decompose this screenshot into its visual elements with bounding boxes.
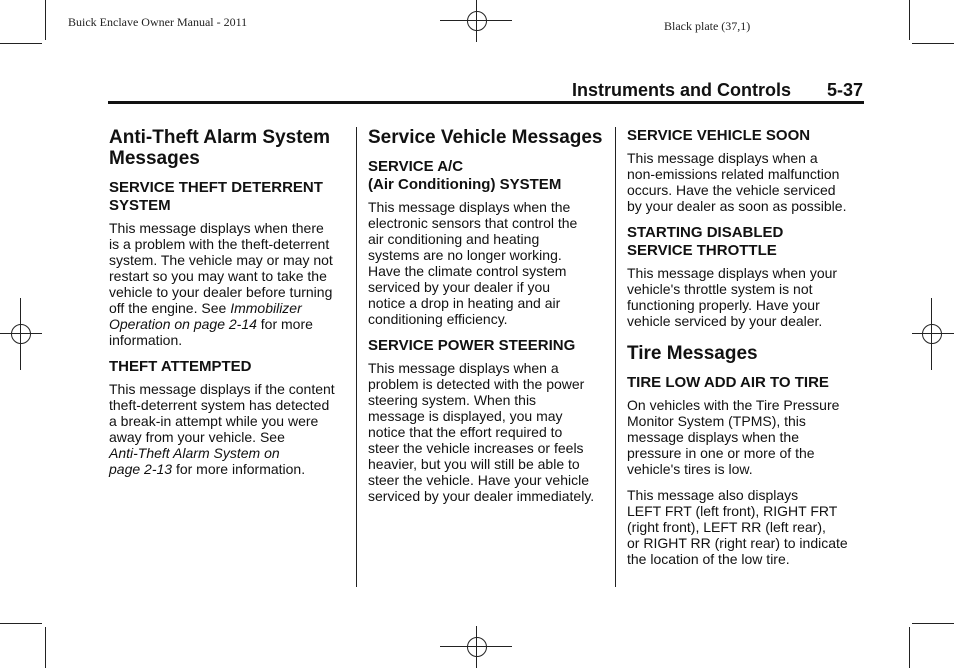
message-heading: SERVICE VEHICLE SOON bbox=[627, 127, 811, 144]
crop-mark bbox=[912, 623, 954, 624]
message-description: This message displays when the electronic sensors that control the air conditioning and heating systems are no longer working. Have the climate control system serviced by your dealer if you notice a drop in heating and air conditioning efficiency. bbox=[368, 199, 578, 327]
column-divider bbox=[356, 127, 357, 587]
message-description: This message displays when your vehicle's throttle system is not functioning properly. Have your vehicle serviced by your dealer. bbox=[627, 265, 838, 329]
header-rule bbox=[108, 101, 864, 104]
crop-mark bbox=[0, 623, 42, 624]
column-3 bbox=[627, 127, 867, 577]
message-heading: SERVICE A/C (Air Conditioning) SYSTEM bbox=[368, 158, 562, 193]
message-description: This message displays when there is a problem with the theft-deterrent system. The vehicle may or may not restart so you may want to take the vehicle to your dealer before turning off the engine. See Immobilizer Operation on page 2-14 for more information. bbox=[109, 220, 333, 348]
crop-mark bbox=[45, 627, 46, 668]
crop-mark bbox=[912, 43, 954, 44]
message-description: This message displays if the content theft-deterrent system has detected a break-in attempt while you were away from your vehicle. See Anti-Theft Alarm System on page 2-13 for more information. bbox=[109, 381, 335, 477]
crop-mark bbox=[909, 0, 910, 40]
registration-circle bbox=[467, 637, 487, 657]
crop-mark bbox=[909, 627, 910, 668]
message-description: This message displays when a problem is detected with the power steering system. When this message is displayed, you may notice that the effort required to steer the vehicle increases or feels heavier, but you will still be able to steer the vehicle. Have your vehicle serviced by your dealer immediately. bbox=[368, 360, 595, 504]
message-heading: THEFT ATTEMPTED bbox=[109, 358, 252, 375]
plate-title: Buick Enclave Owner Manual - 2011 bbox=[68, 15, 248, 29]
column-2 bbox=[368, 127, 612, 514]
message-heading: SERVICE THEFT DETERRENT SYSTEM bbox=[109, 179, 323, 214]
page-number: 5-37 bbox=[827, 80, 864, 100]
plate-number: Black plate (37,1) bbox=[664, 19, 751, 33]
column-divider bbox=[615, 127, 616, 587]
registration-circle bbox=[11, 324, 31, 344]
crop-mark bbox=[45, 0, 46, 40]
section-heading: Anti-Theft Alarm System Messages bbox=[109, 127, 330, 169]
message-description: This message displays when a non-emissions related malfunction occurs. Have the vehicle serviced by your dealer as soon as possible. bbox=[627, 150, 847, 214]
registration-circle bbox=[922, 324, 942, 344]
section-title: Instruments and Controls bbox=[572, 80, 792, 100]
page-reference: Immobilizer bbox=[230, 300, 302, 316]
column-1 bbox=[109, 127, 349, 487]
page-reference: Anti-Theft Alarm System on bbox=[109, 445, 280, 461]
crop-mark bbox=[0, 43, 42, 44]
message-description: This message also displays LEFT FRT (left front), RIGHT FRT (right front), LEFT RR (left rear), or RIGHT RR (right rear) to indicate the location of the low tire. bbox=[627, 487, 848, 567]
section-heading: Tire Messages bbox=[627, 343, 758, 364]
message-heading: STARTING DISABLED SERVICE THROTTLE bbox=[627, 224, 784, 259]
message-description: On vehicles with the Tire Pressure Monitor System (TPMS), this message displays when the pressure in one or more of the vehicle's tires is low. bbox=[627, 397, 840, 477]
section-heading: Service Vehicle Messages bbox=[368, 127, 603, 148]
page-reference: page 2-13 bbox=[109, 461, 173, 477]
page-reference: Operation on page 2-14 bbox=[109, 316, 257, 332]
message-heading: SERVICE POWER STEERING bbox=[368, 337, 576, 354]
message-heading: TIRE LOW ADD AIR TO TIRE bbox=[627, 374, 829, 391]
registration-circle bbox=[467, 11, 487, 31]
